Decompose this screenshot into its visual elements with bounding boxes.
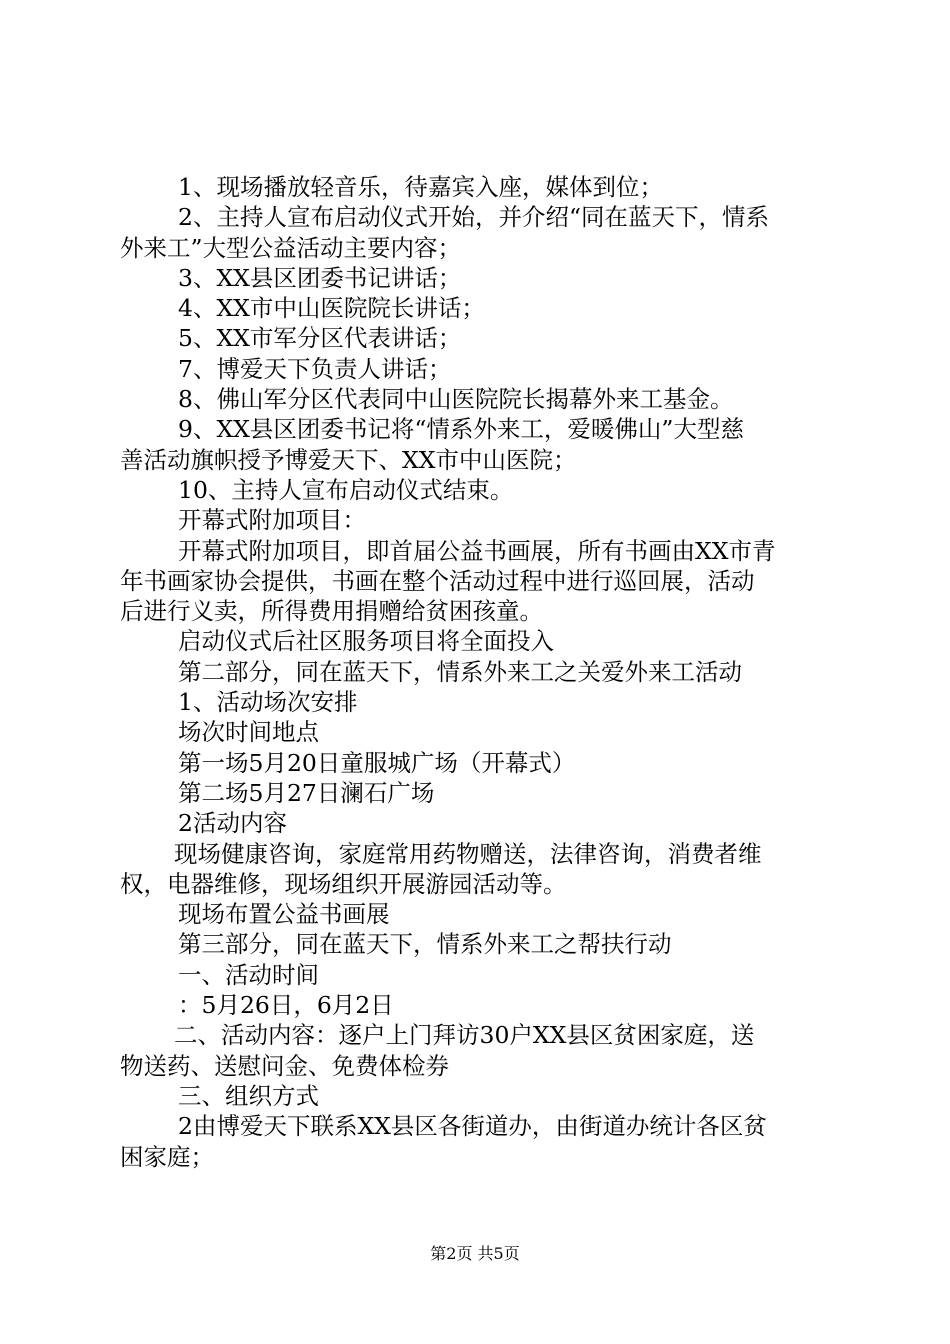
paragraph-line: 第二部分，同在蓝天下，情系外来工之关爱外来工活动	[178, 657, 742, 686]
paragraph-line: 困家庭；	[120, 1142, 214, 1171]
paragraph-line: ：5月26日，6月2日	[178, 991, 394, 1020]
paragraph-line: 9、XX县区团委书记将“情系外来工，爱暖佛山”大型慈	[178, 415, 744, 444]
paragraph-line: 物送药、送慰问金、免费体检券	[120, 1051, 449, 1080]
paragraph-line: 1、活动场次安排	[178, 688, 358, 717]
paragraph-line: 二、活动内容：逐户上门拜访30户XX县区贫困家庭，送	[174, 1021, 755, 1050]
paragraph-line: 第二场5月27日澜石广场	[178, 778, 435, 807]
paragraph-line: 3、XX县区团委书记讲话；	[178, 263, 462, 292]
paragraph-line: 权，电器维修，现场组织开展游园活动等。	[120, 869, 567, 898]
paragraph-line: 2由博爱天下联系XX县区各街道办，由街道办统计各区贫	[178, 1112, 767, 1141]
paragraph-line: 开幕式附加项目：	[178, 506, 366, 535]
paragraph-line: 1、现场播放轻音乐，待嘉宾入座，媒体到位；	[178, 173, 663, 201]
paragraph-line: 8、佛山军分区代表同中山医院院长揭幕外来工基金。	[178, 385, 734, 414]
paragraph-line: 年书画家协会提供，书画在整个活动过程中进行巡回展，活动	[120, 566, 755, 595]
paragraph-line: 第三部分，同在蓝天下，情系外来工之帮扶行动	[178, 930, 672, 959]
paragraph-line: 2活动内容	[178, 809, 287, 838]
paragraph-line: 10、主持人宣布启动仪式结束。	[178, 475, 514, 504]
paragraph-line: 开幕式附加项目，即首届公益书画展，所有书画由XX市青	[178, 536, 776, 565]
paragraph-line: 现场健康咨询，家庭常用药物赠送，法律咨询，消费者维	[174, 839, 762, 868]
paragraph-line: 启动仪式后社区服务项目将全面投入	[178, 627, 554, 656]
page-number-footer: 第2页 共5页	[430, 1244, 520, 1263]
paragraph-line: 第一场5月20日童服城广场（开幕式）	[178, 748, 576, 777]
paragraph-line: 2、主持人宣布启动仪式开始，并介绍“同在蓝天下，情系	[178, 203, 769, 232]
paragraph-line: 5、XX市军分区代表讲话；	[178, 324, 462, 353]
document-body	[120, 172, 836, 1172]
paragraph-line: 7、博爱天下负责人讲话；	[178, 354, 452, 383]
paragraph-line: 后进行义卖，所得费用捐赠给贫困孩童。	[120, 597, 543, 626]
paragraph-line: 一、活动时间	[178, 960, 319, 989]
paragraph-line: 善活动旗帜授予博爱天下、XX市中山医院；	[120, 445, 577, 474]
paragraph-line: 三、组织方式	[178, 1081, 319, 1110]
paragraph-line: 场次时间地点	[178, 718, 319, 747]
paragraph-line: 现场布置公益书画展	[178, 900, 390, 929]
paragraph-line: 外来工”大型公益活动主要内容；	[120, 233, 462, 262]
paragraph-line: 4、XX市中山医院院长讲话；	[178, 294, 485, 323]
